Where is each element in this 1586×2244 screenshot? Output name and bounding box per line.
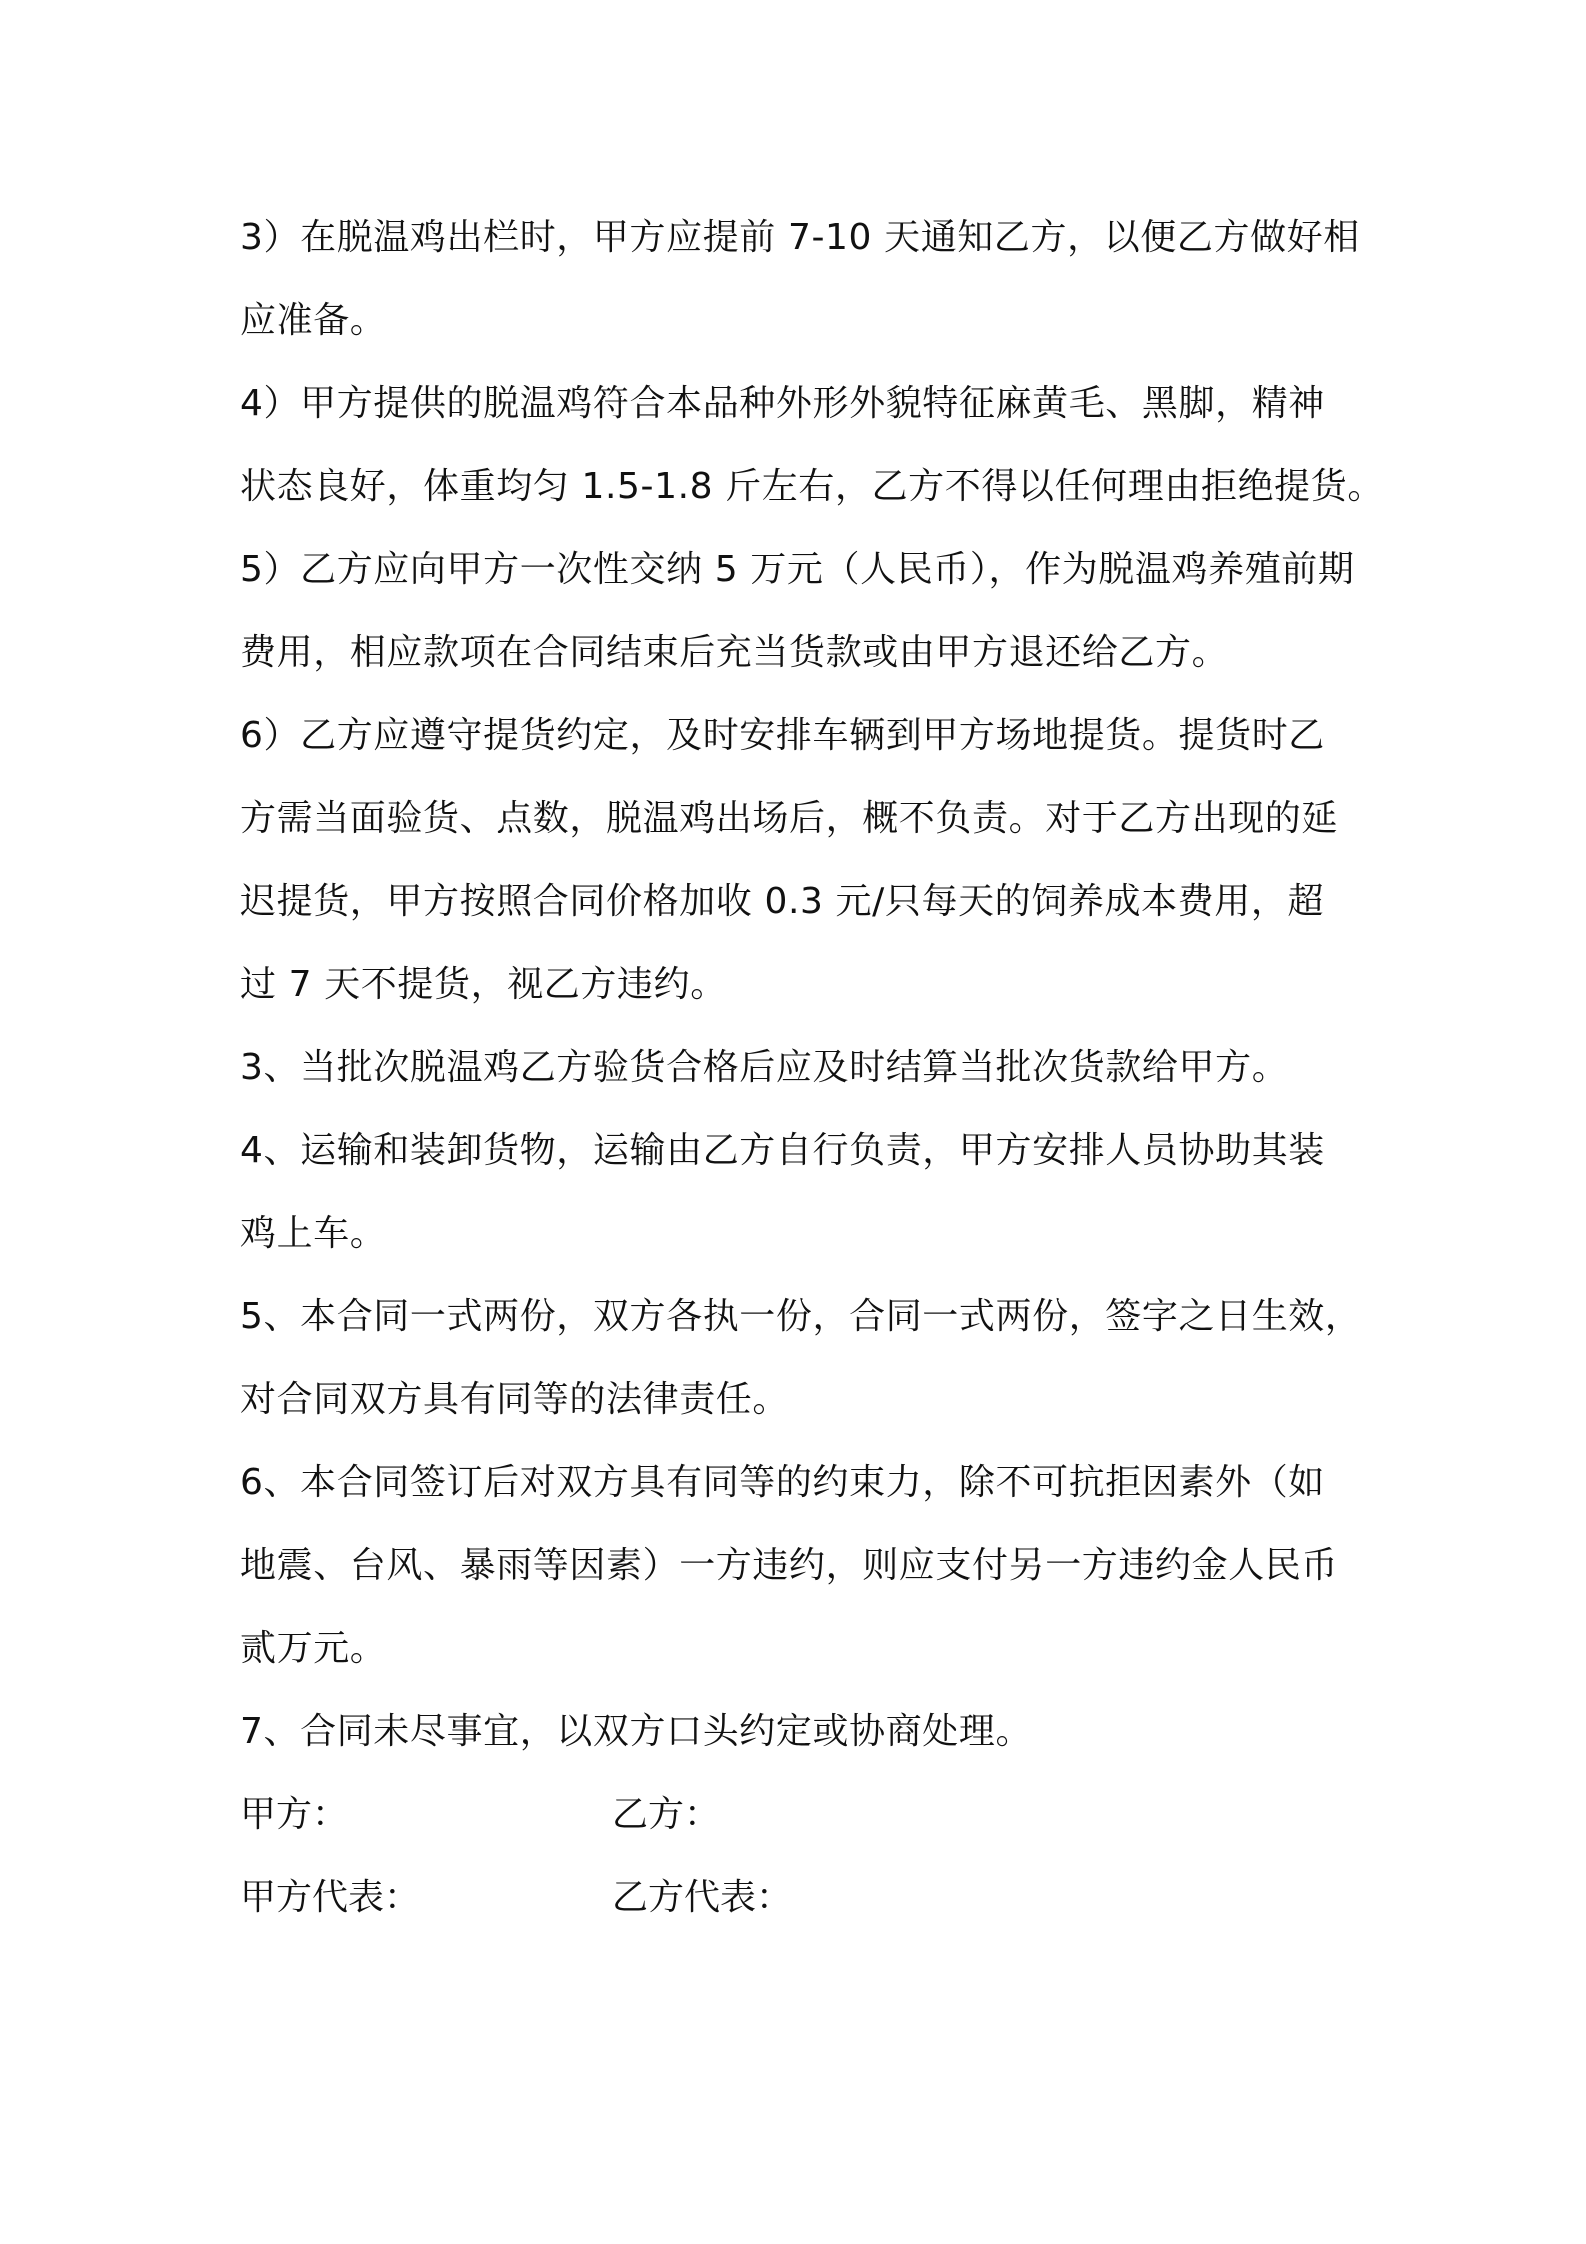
article-7-other-matters xyxy=(240,1690,1370,1773)
text-line: 鸡上车。 xyxy=(240,1213,387,1254)
text-line: 3、当批次脱温鸡乙方验货合格后应及时结算当批次货款给甲方。 xyxy=(240,1047,1289,1088)
text-line: 7、合同未尽事宜，以双方口头约定或协商处理。 xyxy=(240,1711,1033,1752)
clause-4-quality xyxy=(240,362,1384,528)
text-line: 5、本合同一式两份，双方各执一份，合同一式两份，签字之日生效， xyxy=(240,1296,1362,1337)
text-line: 6、本合同签订后对双方具有同等的约束力，除不可抗拒因素外（如 xyxy=(240,1462,1325,1503)
party-a-label: 甲方： xyxy=(240,1794,349,1835)
clause-6-pickup xyxy=(240,694,1370,1026)
article-5-copies xyxy=(240,1275,1370,1441)
text-line: 5）乙方应向甲方一次性交纳 5 万元（人民币），作为脱温鸡养殖前期 xyxy=(240,549,1355,590)
clause-3-notice xyxy=(240,196,1370,362)
text-line: 应准备。 xyxy=(240,300,387,341)
party-b-rep-label: 乙方代表： xyxy=(612,1877,793,1918)
text-line: 费用，相应款项在合同结束后充当货款或由甲方退还给乙方。 xyxy=(240,632,1229,673)
text-line: 地震、台风、暴雨等因素）一方违约，则应支付另一方违约金人民币 xyxy=(240,1545,1339,1586)
party-a-rep-label: 甲方代表： xyxy=(240,1877,421,1918)
text-line: 6）乙方应遵守提货约定，及时安排车辆到甲方场地提货。提货时乙 xyxy=(240,715,1325,756)
article-6-breach xyxy=(240,1441,1370,1690)
text-line: 方需当面验货、点数，脱温鸡出场后，概不负责。对于乙方出现的延 xyxy=(240,798,1339,839)
text-line: 3）在脱温鸡出栏时，甲方应提前 7-10 天通知乙方，以便乙方做好相 xyxy=(240,217,1360,258)
article-3-settlement xyxy=(240,1026,1370,1109)
text-line: 迟提货，甲方按照合同价格加收 0.3 元/只每天的饲养成本费用，超 xyxy=(240,881,1325,922)
text-line: 过 7 天不提货，视乙方违约。 xyxy=(240,964,727,1005)
clause-5-deposit xyxy=(240,528,1370,694)
article-4-transport xyxy=(240,1109,1370,1275)
signature-row-representatives xyxy=(240,1856,1370,1939)
signature-block xyxy=(240,1773,1370,1939)
text-line: 对合同双方具有同等的法律责任。 xyxy=(240,1379,790,1420)
party-b-label: 乙方： xyxy=(612,1794,721,1835)
signature-row-parties xyxy=(240,1773,1370,1856)
text-line: 4）甲方提供的脱温鸡符合本品种外形外貌特征麻黄毛、黑脚，精神 xyxy=(240,383,1325,424)
text-line: 4、运输和装卸货物，运输由乙方自行负责，甲方安排人员协助其装 xyxy=(240,1130,1325,1171)
contract-body xyxy=(240,196,1384,1939)
text-line: 贰万元。 xyxy=(240,1628,387,1669)
text-line: 状态良好，体重均匀 1.5-1.8 斤左右，乙方不得以任何理由拒绝提货。 xyxy=(240,466,1384,507)
